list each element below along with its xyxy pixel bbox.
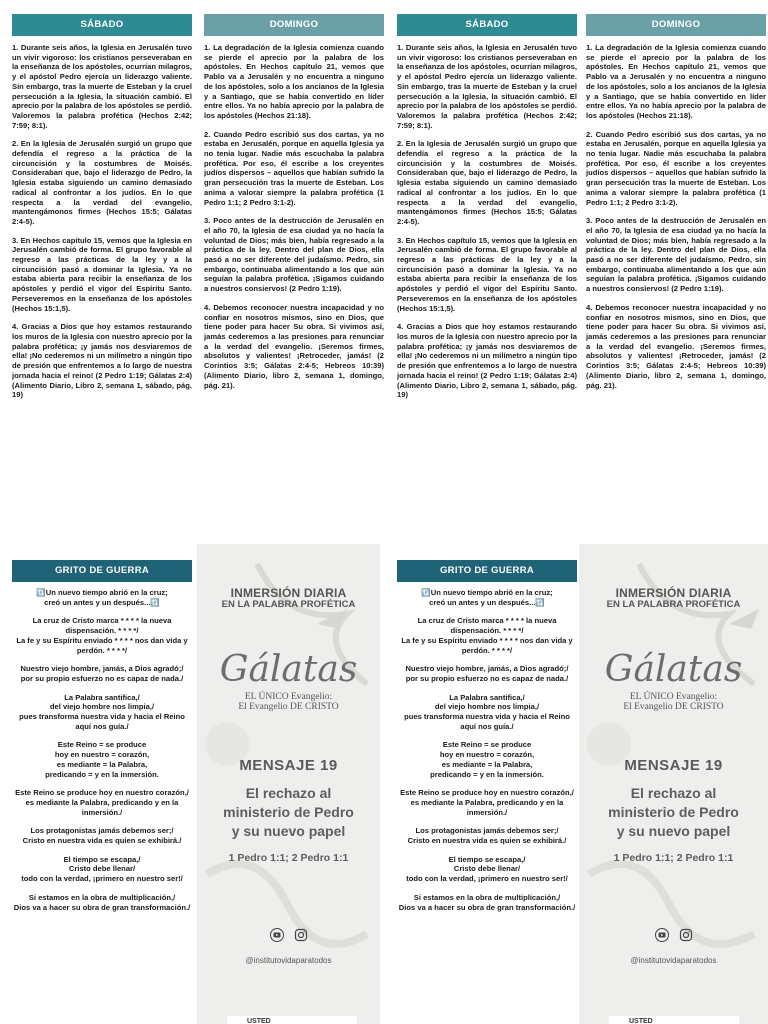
sabado-paragraph: 3. En Hechos capítulo 15, vemos que la Iglesia en Jerusalén cambió de forma. El grupo favorable al regreso a las prácticas de la ley y a la circuncisión pasó a dominar la Iglesia. Ya no estaba abierta para recibir la enseñanza de los apóstoles y perdió el vigor del Espíritu Santo. Perseveremos en la enseñanza de los apóstoles (Hechos 15:1,5). — [397, 235, 577, 313]
sabado-paragraph: 1. Durante seis años, la Iglesia en Jerusalén tuvo un vivir vigoroso: los cristianos perseveraban en la enseñanza de los apóstoles, ocurrían milagros, y el apóstol Pedro ejercía un liderazgo valiente. Sin embargo, tras la muerte de Esteban y la cruel persecución a la Iglesia, la situación cambió. El aprecio por la palabra de los apóstoles se perdió. Valoremos la palabra profética (Hechos 2:42; 7:59; 8:1). — [397, 43, 577, 130]
youtube-icon[interactable] — [655, 928, 669, 942]
domingo-column-left — [204, 14, 384, 534]
domingo-paragraph: 4. Debemos reconocer nuestra incapacidad y no confiar en nosotros mismos, sino en Dios, que tiene poder para hacer Su obra. Si vivimos así, jamás cederemos a las presiones para renunciar a la verdad del evangelio. ¡Seremos firmes, absolutos y valientes! ¡Retroceder, jamás! (2 Corintios 3:5; Gálatas 2:4-5; Hebreos 10:39) (Alimento Diario, libro 2, semana 1, domingo, pág. 21). — [586, 302, 766, 390]
social-handle[interactable]: @institutovidaparatodos — [245, 956, 332, 965]
youtube-icon[interactable] — [270, 928, 284, 942]
cover-evangelio-line2: El Evangelio DE CRISTO — [238, 702, 339, 712]
grito-stanza: Este Reino = se produce hoy en nuestro = corazón, es mediante = la Palabra, predicando = y en la inmersión. — [430, 740, 544, 779]
domingo-paragraph: 2. Cuando Pedro escribió sus dos cartas, ya no estaba en Jerusalén, porque en aquella Iglesia ya no tenía lugar. Nadie más escuchaba la palabra profética. Por eso, él escribe a los creyentes judíos dispersos – aquellos que habían sufrido la gran persecución tras la muerte de Esteban. Los anima a valorar siempre la palabra profética (1 Pedro 1:1; 2 Pedro 3:1-2). — [204, 129, 384, 207]
grito-stanza: 🔃Un nuevo tiempo abrió en la cruz; creó un antes y un después...🔃 — [421, 588, 553, 607]
instagram-icon[interactable] — [294, 928, 308, 942]
sabado-paragraph: 3. En Hechos capítulo 15, vemos que la Iglesia en Jerusalén cambió de forma. El grupo favorable al regreso a las prácticas de la ley y a la circuncisión pasó a dominar la Iglesia. Ya no estaba abierta para recibir la enseñanza de los apóstoles y perdió el vigor del Espíritu Santo. Perseveremos en la enseñanza de los apóstoles (Hechos 15:1,5). — [12, 235, 192, 313]
cover-card-left — [197, 544, 380, 1024]
social-icons — [579, 928, 768, 942]
domingo-paragraph: 3. Poco antes de la destrucción de Jerusalén en el año 70, la Iglesia de esa ciudad ya no hacía la voluntad de Dios; más bien, había regresado a la práctica de la ley. Dentro del plan de Dios, ella pasó a no ser diferente del judaísmo. Pedro, sin embargo, continuaba alimentando a los que aún seguían la palabra profética. ¡Sigamos cuidando a nuestros consiervos! (2 Pedro 1:19). — [586, 216, 766, 294]
cover-title: INMERSIÓN DIARIA — [615, 586, 732, 600]
cover-card-right — [579, 544, 768, 1024]
domingo-header: DOMINGO — [586, 14, 766, 36]
sabado-paragraph: 4. Gracias a Dios que hoy estamos restaurando los muros de la Iglesia con nuestro aprecio por la palabra profética; ¡y jamás nos desviaremos de ella! ¡No cederemos ni un milímetro a ningún tipo de presión que enfrentemos a lo largo de nuestra jornada hacia el reino! (2 Pedro 1:19; Gálatas 2:4) (Alimento Diario, Libro 2, semana 1, sábado, pág. 19) — [397, 322, 577, 400]
sabado-text — [397, 36, 577, 400]
domingo-header: DOMINGO — [204, 14, 384, 36]
cover-subtitle: EN LA PALABRA PROFÉTICA — [221, 599, 356, 610]
sabado-header: SÁBADO — [12, 14, 192, 36]
domingo-column-right — [586, 14, 766, 534]
sabado-paragraph: 2. En la Iglesia de Jerusalén surgió un grupo que defendía el regreso a la práctica de la circuncisión y la costumbres de Moisés. Consideraban que, bajo el liderazgo de Pedro, la Iglesia estaba siguiendo un camino demasiado radical al confrontar a los judíos. En lo que respecta a la verdad del evangelio, mantengámonos firmes (Hechos 15:5; Gálatas 2:4-5). — [12, 139, 192, 226]
bottom-strip-label: USTED — [609, 1016, 739, 1024]
grito-text — [397, 582, 577, 912]
cover-evangelio-line1: EL ÚNICO Evangelio: — [629, 692, 718, 702]
grito-stanza: La Palabra santifica,/ del viejo hombre nos limpia,/ pues transforma nuestra vida y hacia el Reino aquí nos guía./ — [404, 692, 570, 731]
grito-stanza: Los protagonistas jamás debemos ser;/ Cristo en nuestra vida es quien se exhibirá./ — [407, 826, 567, 846]
grito-stanza: La cruz de Cristo marca * * * * la nueva dispensación. * * * */ La fe y su Espíritu enviado * * * * nos dan vida y perdón. * * * */ — [401, 616, 573, 655]
cover-title: INMERSIÓN DIARIA — [230, 586, 347, 600]
sabado-header: SÁBADO — [397, 14, 577, 36]
grito-header: GRITO DE GUERRA — [12, 560, 192, 582]
domingo-paragraph: 3. Poco antes de la destrucción de Jerusalén en el año 70, la Iglesia de esa ciudad ya no hacía la voluntad de Dios; más bien, había regresado a la práctica de la ley. Dentro del plan de Dios, ella pasó a no ser diferente del judaísmo. Pedro, sin embargo, continuaba alimentando a los que aún seguían la palabra profética. ¡Sigamos cuidando a nuestros consiervos! (2 Pedro 1:19). — [204, 216, 384, 294]
cover-message-number: MENSAJE 19 — [239, 757, 338, 774]
grito-stanza: Los protagonistas jamás debemos ser;/ Cristo en nuestra vida es quien se exhibirá./ — [22, 826, 182, 846]
grito-text — [12, 582, 192, 912]
grito-stanza: Si estamos en la obra de multiplicación,/ Dios va a hacer su obra de gran transformación./ — [398, 892, 576, 912]
domingo-paragraph: 1. La degradación de la Iglesia comienza cuando se pierde el aprecio por la palabra de los apóstoles. En Hechos capítulo 21, vemos que Pablo va a Jerusalén y no encuentra a ninguno de los apóstoles, solo a los ancianos de la Iglesia y a Santiago, que se había convertido en líder entre ellos. Ya no había aprecio por la palabra de los apóstoles (Hechos 21:18). — [204, 43, 384, 120]
domingo-paragraph: 4. Debemos reconocer nuestra incapacidad y no confiar en nosotros mismos, sino en Dios, que tiene poder para hacer Su obra. Si vivimos así, jamás cederemos a las presiones para renunciar a la verdad del evangelio. ¡Seremos firmes, absolutos y valientes! ¡Retroceder, jamás! (2 Corintios 3:5; Gálatas 2:4-5; Hebreos 10:39) (Alimento Diario, libro 2, semana 1, domingo, pág. 21). — [204, 302, 384, 390]
cover-message-number: MENSAJE 19 — [624, 757, 723, 774]
grito-stanza: La cruz de Cristo marca * * * * la nueva dispensación. * * * */ La fe y su Espíritu enviado * * * * nos dan vida y perdón. * * * */ — [16, 616, 188, 655]
cover-evangelio-line1: EL ÚNICO Evangelio: — [244, 692, 333, 702]
sabado-column-right — [397, 14, 577, 534]
cover-message-title: El rechazo al ministerio de Pedro y su nuevo papel — [223, 785, 354, 839]
cover-book-name: Gálatas — [219, 649, 358, 690]
domingo-paragraph: 1. La degradación de la Iglesia comienza cuando se pierde el aprecio por la palabra de los apóstoles. En Hechos capítulo 21, vemos que Pablo va a Jerusalén y no encuentra a ninguno de los apóstoles, solo a los ancianos de la Iglesia y a Santiago, que se había convertido en líder entre ellos. Ya no había aprecio por la palabra de los apóstoles (Hechos 21:18). — [586, 43, 766, 120]
social-handle[interactable]: @institutovidaparatodos — [630, 956, 717, 965]
grito-stanza: Este Reino = se produce hoy en nuestro = corazón, es mediante = la Palabra, predicando = y en la inmersión. — [45, 740, 159, 779]
grito-column-right — [397, 560, 577, 1024]
grito-column-left — [12, 560, 192, 1024]
sabado-paragraph: 2. En la Iglesia de Jerusalén surgió un grupo que defendía el regreso a la práctica de la circuncisión y la costumbres de Moisés. Consideraban que, bajo el liderazgo de Pedro, la Iglesia estaba siguiendo un camino demasiado radical al confrontar a los judíos. En lo que respecta a la verdad del evangelio, mantengámonos firmes (Hechos 15:5; Gálatas 2:4-5). — [397, 139, 577, 226]
grito-stanza: El tiempo se escapa,/ Cristo debe llenar/ todo con la verdad, ¡primero en nuestro ser!/ — [21, 854, 183, 884]
cover-reference: 1 Pedro 1:1; 2 Pedro 1:1 — [228, 852, 349, 864]
domingo-text — [204, 36, 384, 390]
cover-subtitle: EN LA PALABRA PROFÉTICA — [606, 599, 741, 610]
grito-stanza: El tiempo se escapa,/ Cristo debe llenar/ todo con la verdad, ¡primero en nuestro ser!/ — [406, 854, 568, 884]
grito-stanza: Este Reino se produce hoy en nuestro corazón,/ es mediante la Palabra, predicando y en la inmersión./ — [400, 788, 574, 817]
cover-evangelio-line2: El Evangelio DE CRISTO — [623, 702, 724, 712]
grito-header: GRITO DE GUERRA — [397, 560, 577, 582]
instagram-icon[interactable] — [679, 928, 693, 942]
grito-stanza: 🔃Un nuevo tiempo abrió en la cruz; creó un antes y un después...🔃 — [36, 588, 168, 607]
grito-stanza: Nuestro viejo hombre, jamás, a Dios agradó;/ por su propio esfuerzo no es capaz de nada./ — [20, 664, 184, 683]
cover-reference: 1 Pedro 1:1; 2 Pedro 1:1 — [613, 852, 734, 864]
grito-stanza: Si estamos en la obra de multiplicación,/ Dios va a hacer su obra de gran transformación./ — [13, 892, 191, 912]
domingo-paragraph: 2. Cuando Pedro escribió sus dos cartas, ya no estaba en Jerusalén, porque en aquella Iglesia ya no tenía lugar. Nadie más escuchaba la palabra profética. Por eso, él escribe a los creyentes judíos dispersos – aquellos que habían sufrido la gran persecución tras la muerte de Esteban. Los anima a valorar siempre la palabra profética (1 Pedro 1:1; 2 Pedro 3:1-2). — [586, 129, 766, 207]
grito-stanza: La Palabra santifica,/ del viejo hombre nos limpia,/ pues transforma nuestra vida y hacia el Reino aquí nos guía./ — [19, 692, 185, 731]
bottom-strip-label: USTED — [227, 1016, 357, 1024]
cover-book-name: Gálatas — [604, 649, 743, 690]
sabado-column-left — [12, 14, 192, 534]
sabado-text — [12, 36, 192, 400]
social-icons — [197, 928, 380, 942]
domingo-text — [586, 36, 766, 390]
grito-stanza: Nuestro viejo hombre, jamás, a Dios agradó;/ por su propio esfuerzo no es capaz de nada./ — [405, 664, 569, 683]
sabado-paragraph: 4. Gracias a Dios que hoy estamos restaurando los muros de la Iglesia con nuestro aprecio por la palabra profética; ¡y jamás nos desviaremos de ella! ¡No cederemos ni un milímetro a ningún tipo de presión que enfrentemos a lo largo de nuestra jornada hacia el reino! (2 Pedro 1:19; Gálatas 2:4) (Alimento Diario, Libro 2, semana 1, sábado, pág. 19) — [12, 322, 192, 400]
cover-message-title: El rechazo al ministerio de Pedro y su nuevo papel — [608, 785, 739, 839]
sabado-paragraph: 1. Durante seis años, la Iglesia en Jerusalén tuvo un vivir vigoroso: los cristianos perseveraban en la enseñanza de los apóstoles, ocurrían milagros, y el apóstol Pedro ejercía un liderazgo valiente. Sin embargo, tras la muerte de Esteban y la cruel persecución a la Iglesia, la situación cambió. El aprecio por la palabra de los apóstoles se perdió. Valoremos la palabra profética (Hechos 2:42; 7:59; 8:1). — [12, 43, 192, 130]
grito-stanza: Este Reino se produce hoy en nuestro corazón,/ es mediante la Palabra, predicando y en la inmersión./ — [15, 788, 189, 817]
